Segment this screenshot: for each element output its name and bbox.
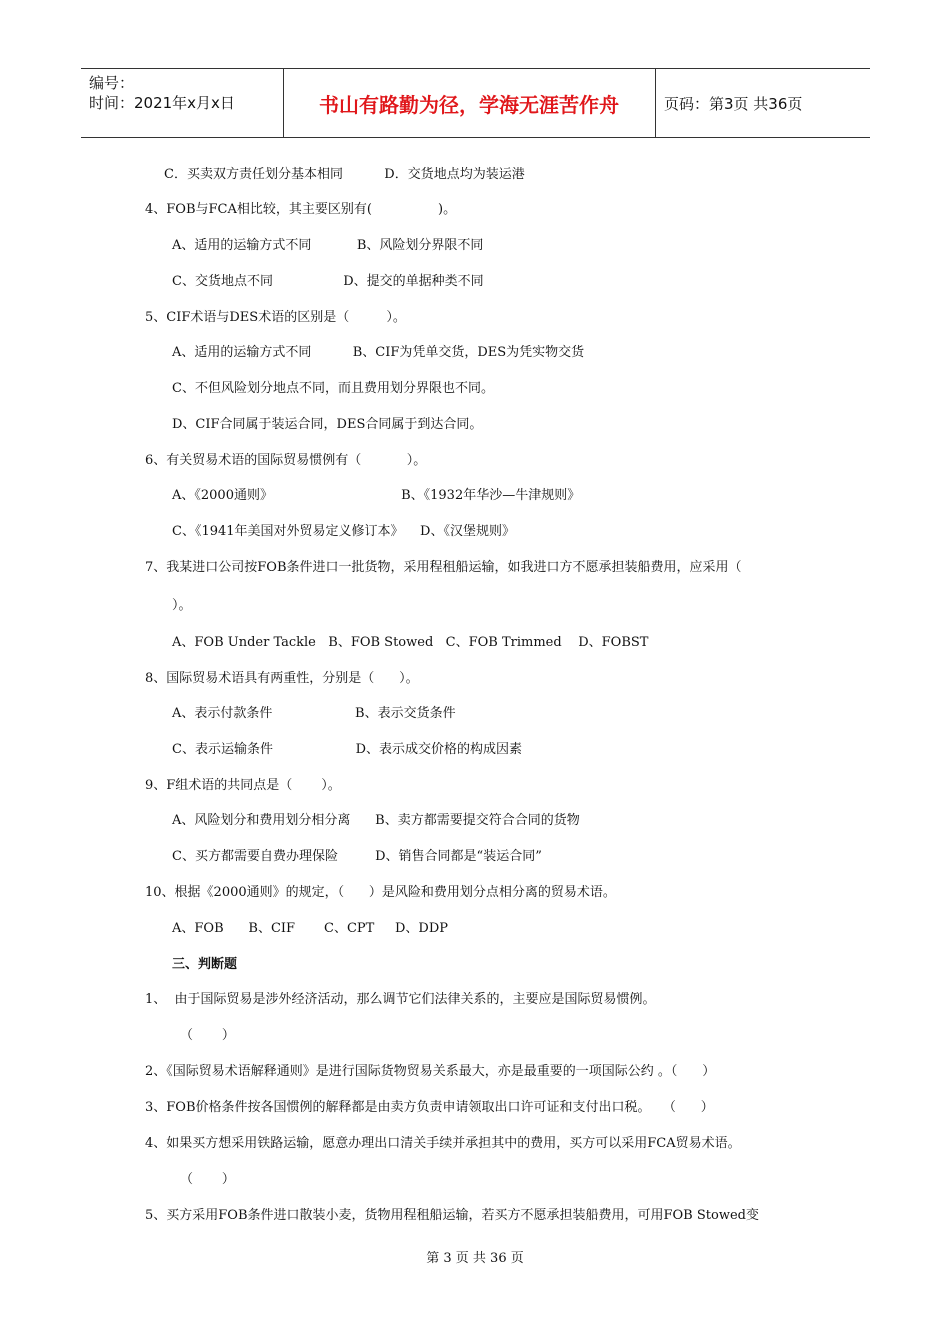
option-line: A、FOB B、CIF C、CPT D、DDP bbox=[172, 921, 448, 936]
question-line: 6、有关贸易术语的国际贸易惯例有（ ）。 bbox=[145, 453, 427, 468]
date-label: 时间：2021年x月x日 bbox=[89, 94, 235, 112]
option-line: C、交货地点不同 D、提交的单据种类不同 bbox=[172, 274, 484, 289]
option-line: D、CIF合同属于装运合同，DES合同属于到达合同。 bbox=[172, 417, 483, 432]
question-line: 5、CIF术语与DES术语的区别是（ ）。 bbox=[145, 310, 406, 325]
header-divider bbox=[655, 69, 656, 137]
option-line: A、风险划分和费用划分相分离 B、卖方都需要提交符合合同的货物 bbox=[172, 813, 580, 828]
question-line: 2、《国际贸易术语解释通则》是进行国际货物贸易关系最大，亦是最重要的一项国际公约 。（ ） bbox=[145, 1064, 716, 1079]
option-line: C、不但风险划分地点不同，而且费用划分界限也不同。 bbox=[172, 381, 494, 396]
option-line: A、适用的运输方式不同 B、CIF为凭单交货，DES为凭实物交货 bbox=[172, 345, 585, 360]
option-line: C、《1941年美国对外贸易定义修订本》 D、《汉堡规则》 bbox=[172, 524, 515, 539]
option-line: A、《2000通则》 B、《1932年华沙—牛津规则》 bbox=[172, 488, 581, 503]
header-info bbox=[89, 73, 235, 113]
question-line: 7、我某进口公司按FOB条件进口一批货物，采用程租船运输，如我进口方不愿承担装船费用，应采用（ bbox=[145, 560, 742, 575]
question-line: 10、根据《2000通则》的规定，（ ）是风险和费用划分点相分离的贸易术语。 bbox=[145, 885, 616, 900]
question-line: 8、国际贸易术语具有两重性，分别是（ ）。 bbox=[145, 671, 419, 686]
question-line: 1、 由于国际贸易是涉外经济活动，那么调节它们法律关系的，主要应是国际贸易惯例。 bbox=[145, 992, 656, 1007]
question-line: 4、如果买方想采用铁路运输，愿意办理出口清关手续并承担其中的费用，买方可以采用FCA贸易术语。 bbox=[145, 1136, 741, 1151]
section-title: 三、判断题 bbox=[172, 957, 238, 972]
answer-blank: （ ） bbox=[180, 1028, 235, 1043]
question-line: 9、F组术语的共同点是（ ）。 bbox=[145, 778, 341, 793]
question-line: 4、FOB与FCA相比较，其主要区别有( )。 bbox=[145, 202, 457, 217]
page-header bbox=[81, 68, 870, 138]
page-footer: 第 3 页 共 36 页 bbox=[426, 1251, 524, 1266]
option-line: C、买方都需要自费办理保险 D、销售合同都是“装运合同” bbox=[172, 849, 542, 864]
option-line: A、FOB Under Tackle B、FOB Stowed C、FOB Trimmed D、FOBST bbox=[172, 635, 649, 650]
option-line: C．买卖双方责任划分基本相同 D．交货地点均为装运港 bbox=[164, 167, 525, 182]
page-number-label: 页码：第3页 共36页 bbox=[664, 94, 803, 113]
option-line: C、表示运输条件 D、表示成交价格的构成因素 bbox=[172, 742, 523, 757]
document-number-label: 编号： bbox=[89, 74, 135, 92]
option-line: A、表示付款条件 B、表示交货条件 bbox=[172, 706, 456, 721]
header-motto: 书山有路勤为径，学海无涯苦作舟 bbox=[319, 92, 619, 117]
answer-blank: （ ） bbox=[180, 1172, 235, 1187]
question-line: 5、买方采用FOB条件进口散装小麦，货物用程租船运输，若买方不愿承担装船费用，可用FOB Stowed变 bbox=[145, 1208, 759, 1223]
answer-blank: ）。 bbox=[172, 598, 192, 613]
option-line: A、适用的运输方式不同 B、风险划分界限不同 bbox=[172, 238, 484, 253]
question-line: 3、FOB价格条件按各国惯例的解释都是由卖方负责申请领取出口许可证和支付出口税。 （ ） bbox=[145, 1100, 714, 1115]
